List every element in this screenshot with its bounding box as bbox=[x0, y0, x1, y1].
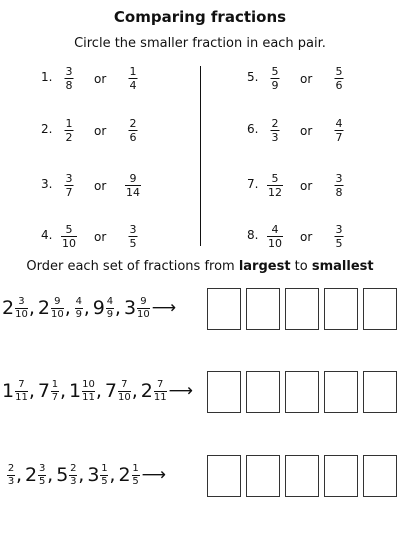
comma-separator: , bbox=[64, 296, 71, 319]
fraction bbox=[7, 464, 15, 487]
comma-separator: , bbox=[95, 379, 102, 402]
comma-separator: , bbox=[28, 379, 35, 402]
comma-separator: , bbox=[16, 463, 23, 486]
fraction bbox=[15, 380, 28, 403]
mixed-number bbox=[38, 380, 59, 403]
mixed-number bbox=[93, 297, 114, 320]
mixed-number bbox=[124, 297, 150, 320]
answer-box[interactable] bbox=[246, 288, 280, 330]
fraction bbox=[51, 297, 64, 320]
denominator: 5 bbox=[132, 475, 139, 487]
answer-box[interactable] bbox=[363, 371, 397, 413]
whole-number: 5 bbox=[56, 463, 69, 486]
whole-number: 1 bbox=[2, 379, 15, 402]
answer-box[interactable] bbox=[246, 455, 280, 497]
mixed-number bbox=[38, 297, 64, 320]
or-label: or bbox=[300, 72, 313, 86]
order-instruction bbox=[0, 259, 400, 274]
whole-number: 2 bbox=[118, 463, 131, 486]
or-label: or bbox=[94, 179, 107, 193]
column-divider bbox=[200, 66, 201, 246]
numerator: 7 bbox=[121, 378, 128, 390]
mixed-number bbox=[2, 297, 28, 320]
compare-instruction: Circle the smaller fraction in each pair. bbox=[74, 36, 326, 51]
mixed-number bbox=[25, 464, 46, 487]
denominator: 10 bbox=[137, 308, 150, 320]
denominator: 5 bbox=[101, 475, 108, 487]
fraction-option-a[interactable] bbox=[267, 173, 283, 198]
whole-number: 1 bbox=[69, 379, 82, 402]
fraction-option-a[interactable] bbox=[65, 118, 74, 143]
comma-separator: , bbox=[83, 296, 90, 319]
denominator: 5 bbox=[335, 237, 343, 250]
or-label: or bbox=[94, 72, 107, 86]
numerator: 9 bbox=[140, 295, 147, 307]
comma-separator: , bbox=[109, 463, 116, 486]
question-number: 7. bbox=[247, 177, 259, 191]
mixed-number bbox=[74, 297, 83, 320]
mixed-number bbox=[69, 380, 95, 403]
numerator: 4 bbox=[106, 295, 114, 307]
answer-box[interactable] bbox=[324, 371, 358, 413]
fraction-option-a[interactable] bbox=[65, 173, 74, 198]
mixed-number bbox=[105, 380, 131, 403]
question-number: 1. bbox=[41, 70, 53, 84]
fraction-option-b[interactable] bbox=[335, 224, 344, 249]
fraction-option-a[interactable] bbox=[61, 224, 77, 249]
denominator: 3 bbox=[7, 475, 15, 487]
numerator: 1 bbox=[132, 462, 139, 474]
whole-number: 2 bbox=[2, 296, 15, 319]
numerator: 1 bbox=[51, 378, 59, 390]
question-number: 5. bbox=[247, 70, 259, 84]
fraction-set bbox=[6, 455, 166, 495]
comma-separator: , bbox=[28, 296, 35, 319]
denominator: 11 bbox=[153, 391, 167, 403]
or-label: or bbox=[300, 124, 313, 138]
page-title: Comparing fractions bbox=[113, 8, 287, 26]
denominator: 6 bbox=[335, 79, 343, 92]
denominator: 10 bbox=[62, 237, 76, 250]
numerator: 3 bbox=[65, 172, 73, 185]
fraction bbox=[154, 380, 167, 403]
fraction-option-b[interactable] bbox=[125, 173, 141, 198]
comma-separator: , bbox=[114, 296, 121, 319]
fraction-option-b[interactable] bbox=[335, 66, 344, 91]
numerator: 9 bbox=[54, 295, 61, 307]
denominator: 10 bbox=[117, 391, 131, 403]
denominator: 9 bbox=[106, 308, 114, 320]
arrow-icon: ⟶ bbox=[168, 381, 193, 401]
fraction-set bbox=[2, 371, 193, 411]
comma-separator: , bbox=[78, 463, 85, 486]
numerator: 5 bbox=[271, 65, 279, 78]
arrow-icon: ⟶ bbox=[151, 298, 177, 318]
numerator: 2 bbox=[129, 117, 137, 130]
denominator: 14 bbox=[126, 186, 140, 199]
or-label: or bbox=[300, 230, 313, 244]
answer-box[interactable] bbox=[207, 371, 241, 413]
numerator: 2 bbox=[7, 462, 15, 474]
largest-word: largest bbox=[238, 259, 291, 274]
denominator: 5 bbox=[129, 237, 137, 250]
fraction bbox=[15, 297, 28, 320]
fraction-set bbox=[2, 288, 176, 328]
answer-box[interactable] bbox=[246, 371, 280, 413]
answer-box[interactable] bbox=[207, 288, 241, 330]
fraction-option-b[interactable] bbox=[129, 118, 138, 143]
numerator: 2 bbox=[271, 117, 279, 130]
whole-number: 7 bbox=[37, 379, 50, 402]
denominator: 7 bbox=[335, 131, 343, 144]
answer-box[interactable] bbox=[324, 288, 358, 330]
denominator: 10 bbox=[15, 308, 28, 320]
numerator: 4 bbox=[75, 295, 82, 307]
numerator: 3 bbox=[335, 172, 343, 185]
denominator: 7 bbox=[65, 186, 73, 199]
denominator: 6 bbox=[129, 131, 137, 144]
denominator: 10 bbox=[50, 308, 64, 320]
denominator: 9 bbox=[75, 308, 82, 320]
fraction bbox=[82, 380, 95, 403]
answer-box[interactable] bbox=[324, 455, 358, 497]
smallest-word: smallest bbox=[311, 259, 374, 274]
numerator: 5 bbox=[335, 65, 343, 78]
numerator: 3 bbox=[38, 462, 46, 474]
fraction bbox=[132, 464, 140, 487]
comma-separator: , bbox=[131, 379, 138, 402]
comma-separator: , bbox=[59, 379, 67, 402]
mixed-number bbox=[118, 464, 139, 487]
or-label: or bbox=[94, 124, 107, 138]
mixed-number bbox=[2, 380, 28, 403]
question-number: 3. bbox=[41, 177, 53, 191]
mixed-number bbox=[56, 464, 77, 487]
fraction-option-b[interactable] bbox=[129, 224, 138, 249]
answer-box[interactable] bbox=[285, 371, 319, 413]
answer-box[interactable] bbox=[363, 455, 397, 497]
denominator: 3 bbox=[70, 475, 77, 487]
numerator: 7 bbox=[157, 378, 164, 390]
denominator: 9 bbox=[271, 79, 279, 92]
fraction bbox=[75, 297, 83, 320]
numerator: 1 bbox=[129, 65, 137, 78]
or-label: or bbox=[300, 179, 313, 193]
numerator: 3 bbox=[335, 223, 343, 236]
numerator: 3 bbox=[18, 295, 25, 307]
fraction bbox=[100, 464, 108, 487]
denominator: 10 bbox=[268, 237, 282, 250]
denominator: 5 bbox=[38, 475, 46, 487]
fraction-option-b[interactable] bbox=[335, 118, 344, 143]
numerator: 5 bbox=[271, 172, 279, 185]
question-number: 6. bbox=[247, 122, 259, 136]
fraction bbox=[137, 297, 150, 320]
answer-box[interactable] bbox=[207, 455, 241, 497]
comma-separator: , bbox=[47, 463, 54, 486]
whole-number: 2 bbox=[140, 379, 153, 402]
fraction bbox=[38, 464, 46, 487]
fraction bbox=[106, 297, 114, 320]
fraction bbox=[69, 464, 77, 487]
question-number: 4. bbox=[41, 228, 53, 242]
numerator: 7 bbox=[18, 378, 25, 390]
fraction-option-a[interactable] bbox=[65, 66, 74, 91]
numerator: 4 bbox=[271, 223, 279, 236]
fraction bbox=[118, 380, 131, 403]
answer-box[interactable] bbox=[285, 288, 319, 330]
denominator: 11 bbox=[82, 391, 95, 403]
whole-number: 9 bbox=[92, 296, 105, 319]
numerator: 4 bbox=[335, 117, 343, 130]
whole-number: 3 bbox=[87, 463, 100, 486]
numerator: 1 bbox=[101, 462, 108, 474]
numerator: 3 bbox=[129, 223, 137, 236]
denominator: 3 bbox=[271, 131, 279, 144]
order-instruction-to: to bbox=[290, 259, 312, 274]
mixed-number bbox=[87, 464, 108, 487]
denominator: 4 bbox=[129, 79, 137, 92]
fraction bbox=[51, 380, 59, 403]
mixed-number bbox=[141, 380, 167, 403]
order-instruction-text: Order each set of fractions from bbox=[26, 259, 239, 274]
or-label: or bbox=[94, 230, 107, 244]
denominator: 2 bbox=[65, 131, 73, 144]
arrow-icon: ⟶ bbox=[141, 465, 166, 485]
fraction-option-b[interactable] bbox=[129, 66, 138, 91]
denominator: 8 bbox=[335, 186, 343, 199]
numerator: 1 bbox=[65, 117, 73, 130]
whole-number: 3 bbox=[123, 296, 137, 319]
fraction-option-a[interactable] bbox=[271, 66, 280, 91]
answer-box[interactable] bbox=[363, 288, 397, 330]
numerator: 9 bbox=[129, 172, 137, 185]
mixed-number bbox=[6, 464, 15, 487]
denominator: 12 bbox=[268, 186, 282, 199]
numerator: 10 bbox=[82, 378, 95, 390]
denominator: 7 bbox=[51, 391, 59, 403]
whole-number: 2 bbox=[37, 296, 50, 319]
question-number: 8. bbox=[247, 228, 259, 242]
answer-box[interactable] bbox=[285, 455, 319, 497]
whole-number: 7 bbox=[104, 379, 117, 402]
fraction-option-a[interactable] bbox=[267, 224, 283, 249]
numerator: 5 bbox=[65, 223, 73, 236]
denominator: 8 bbox=[65, 79, 73, 92]
fraction-option-b[interactable] bbox=[335, 173, 344, 198]
numerator: 3 bbox=[65, 65, 73, 78]
numerator: 2 bbox=[70, 462, 77, 474]
fraction-option-a[interactable] bbox=[271, 118, 280, 143]
whole-number: 2 bbox=[25, 463, 38, 486]
denominator: 11 bbox=[15, 391, 28, 403]
question-number: 2. bbox=[41, 122, 53, 136]
